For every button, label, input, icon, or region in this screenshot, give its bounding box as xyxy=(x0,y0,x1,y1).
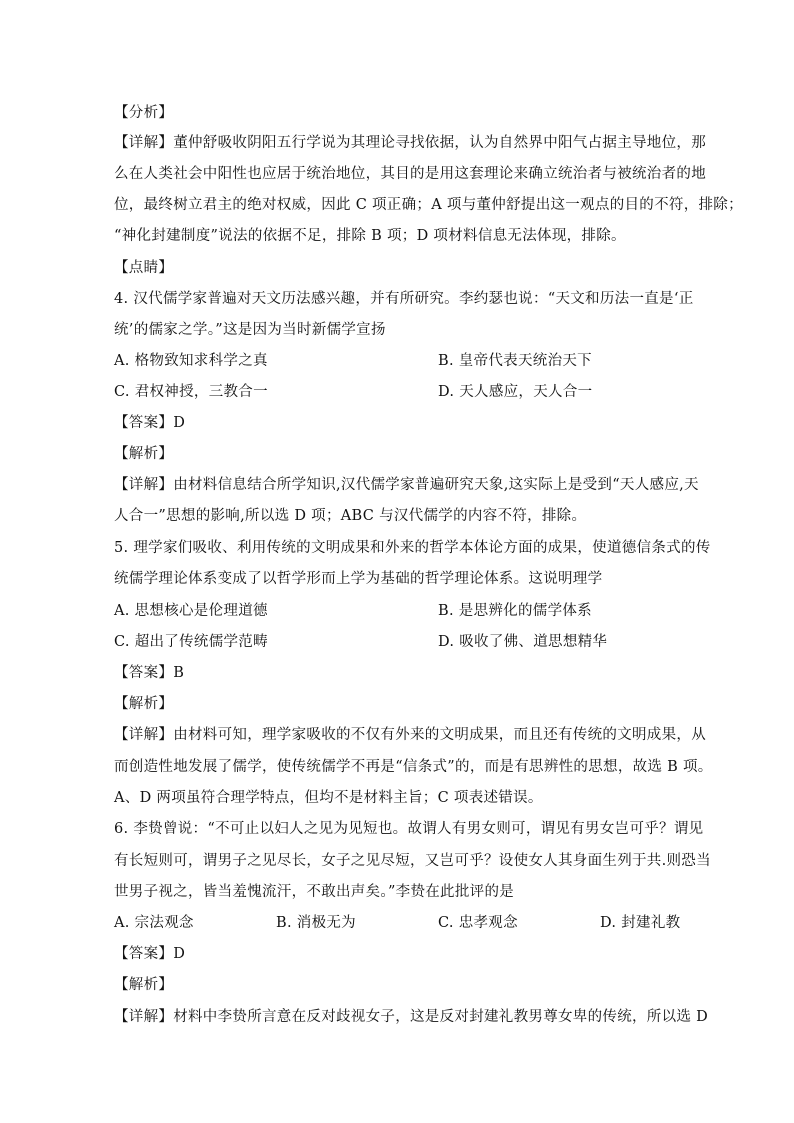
section-detail-label: 【详解】 xyxy=(114,135,174,151)
question-4-answer xyxy=(114,413,185,433)
question-6-detail xyxy=(114,1007,708,1027)
question-6-stem: 有长短则可，谓男子之见尽长，女子之见尽短，又岂可乎？设使女人其身面生列于共.则恐当 xyxy=(114,853,711,869)
question-4-detail: 人合一”思想的影响,所以选 D 项；ABC 与汉代儒学的内容不符，排除。 xyxy=(114,508,587,524)
detail-paragraph-line xyxy=(114,133,706,153)
question-4-option-b: B. 皇帝代表天统治天下 xyxy=(438,353,592,369)
question-4-option-c: C. 君权神授，三教合一 xyxy=(114,384,268,400)
text-span: 由材料可知，理学家吸收的不仅有外来的文明成果，而且还有传统的文明成果，从 xyxy=(173,727,706,743)
section-answer-label: 【答案】 xyxy=(114,665,174,681)
question-4-option-d: D. 天人感应，天人合一 xyxy=(438,384,593,400)
question-6-answer xyxy=(114,944,185,964)
question-5-detail: A、D 两项虽符合理学特点，但均不是材料主旨；C 项表述错误。 xyxy=(114,790,543,806)
section-detail-label: 【详解】 xyxy=(114,477,174,493)
detail-paragraph-line: “神化封建制度”说法的依据不足，排除 B 项；D 项材料信息无法体现，排除。 xyxy=(114,228,626,244)
detail-paragraph-line: 位，最终树立君主的绝对权威，因此 C 项正确；A 项与董仲舒提出这一观点的目的不符，排除； xyxy=(114,197,743,213)
question-5-stem: 5. 理学家们吸收、利用传统的文明成果和外来的哲学本体论方面的成果，使道德信条式的传 xyxy=(114,540,711,556)
question-5-stem: 统儒学理论体系变成了以哲学形而上学为基础的哲学理论体系。这说明理学 xyxy=(114,571,603,587)
detail-paragraph-line: 么在人类社会中阳性也应居于统治地位，其目的是用这套理论来确立统治者与被统治者的地 xyxy=(114,166,706,182)
section-highlight-label: 【点睛】 xyxy=(114,260,174,276)
question-6-option-d: D. 封建礼教 xyxy=(600,915,681,931)
answer-value: D xyxy=(173,415,186,431)
question-4-detail xyxy=(114,475,699,495)
question-6-option-a: A. 宗法观念 xyxy=(114,915,194,931)
question-4-stem: 4. 汉代儒学家普遍对天文历法感兴趣，并有所研究。李约瑟也说：“天文和历法一直是‘正 xyxy=(114,291,694,307)
answer-value: B xyxy=(173,665,185,681)
question-5-option-c: C. 超出了传统儒学范畴 xyxy=(114,634,268,650)
question-6-option-b: B. 消极无为 xyxy=(276,915,356,931)
question-4-stem: 统’的儒家之学。”这是因为当时新儒学宣扬 xyxy=(114,322,386,338)
text-span: 董仲舒吸收阴阳五行学说为其理论寻找依据，认为自然界中阳气占据主导地位，那 xyxy=(173,135,706,151)
question-5-option-d: D. 吸收了佛、道思想精华 xyxy=(438,634,608,650)
section-explanation-label: 【解析】 xyxy=(114,977,174,993)
section-explanation-label: 【解析】 xyxy=(114,696,174,712)
question-5-option-a: A. 思想核心是伦理道德 xyxy=(114,603,268,619)
section-answer-label: 【答案】 xyxy=(114,415,174,431)
question-5-detail xyxy=(114,725,706,745)
question-6-option-c: C. 忠孝观念 xyxy=(438,915,518,931)
question-5-option-b: B. 是思辨化的儒学体系 xyxy=(438,603,592,619)
section-detail-label: 【详解】 xyxy=(114,727,174,743)
question-5-answer xyxy=(114,663,184,683)
text-span: 材料中李贽所言意在反对歧视女子，这是反对封建礼教男尊女卑的传统，所以选 D xyxy=(173,1009,709,1025)
section-analysis-label: 【分析】 xyxy=(114,105,174,121)
section-answer-label: 【答案】 xyxy=(114,946,174,962)
section-explanation-label: 【解析】 xyxy=(114,446,174,462)
question-4-option-a: A. 格物致知求科学之真 xyxy=(114,353,268,369)
section-detail-label: 【详解】 xyxy=(114,1009,174,1025)
answer-value: D xyxy=(173,946,186,962)
text-span: 由材料信息结合所学知识,汉代儒学家普遍研究天象,这实际上是受到“天人感应,天 xyxy=(173,477,699,493)
question-6-stem: 世男子视之，皆当羞愧流汗，不敢出声矣。”李贽在此批评的是 xyxy=(114,884,515,900)
question-5-detail: 而创造性地发展了儒学，使传统儒学不再是“信条式”的，而是有思辨性的思想，故选 B 项。 xyxy=(114,759,713,775)
question-6-stem: 6. 李贽曾说：“不可止以妇人之见为见短也。故谓人有男女则可，谓见有男女岂可乎？谓见 xyxy=(114,821,704,837)
